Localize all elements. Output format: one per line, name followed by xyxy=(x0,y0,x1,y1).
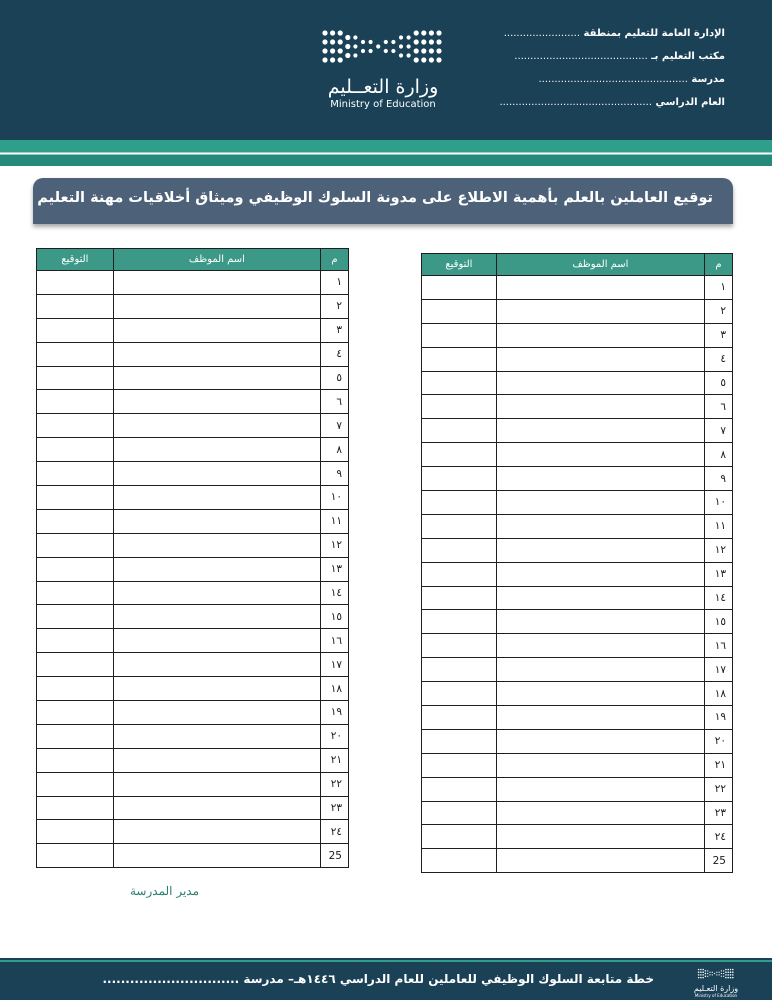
employee-name-cell[interactable] xyxy=(113,820,320,844)
row-number: ١٧ xyxy=(705,658,733,682)
employee-name-cell[interactable] xyxy=(113,318,320,342)
row-number: ١ xyxy=(705,276,733,300)
header-info xyxy=(499,22,725,114)
table-row xyxy=(37,653,349,677)
employee-name-cell[interactable] xyxy=(496,825,704,849)
table-row xyxy=(37,366,349,390)
signature-cell[interactable] xyxy=(37,557,114,581)
employee-name-cell[interactable] xyxy=(496,538,704,562)
table-row xyxy=(422,777,733,801)
row-number: ١٦ xyxy=(705,634,733,658)
employee-name-cell[interactable] xyxy=(496,849,704,873)
row-number: ١٥ xyxy=(321,605,349,629)
employee-name-cell[interactable] xyxy=(496,753,704,777)
signature-cell[interactable] xyxy=(37,342,114,366)
employee-name-cell[interactable] xyxy=(496,347,704,371)
header-stripe xyxy=(0,140,772,166)
employee-name-cell[interactable] xyxy=(113,486,320,510)
employee-name-cell[interactable] xyxy=(496,276,704,300)
row-number: ١٢ xyxy=(321,533,349,557)
table-row xyxy=(37,462,349,486)
signature-cell[interactable] xyxy=(422,395,497,419)
employee-name-cell[interactable] xyxy=(113,462,320,486)
row-number: ٩ xyxy=(705,467,733,491)
table-row xyxy=(422,276,733,300)
table-row xyxy=(422,395,733,419)
table-row xyxy=(37,318,349,342)
employee-name-cell[interactable] xyxy=(113,605,320,629)
header-line-school: مدرسة ............................................... xyxy=(538,74,725,85)
signature-cell[interactable] xyxy=(422,538,497,562)
table-row xyxy=(422,419,733,443)
row-number: ٤ xyxy=(321,342,349,366)
row-number: ٨ xyxy=(321,438,349,462)
table-row xyxy=(37,294,349,318)
employee-name-cell[interactable] xyxy=(113,581,320,605)
table-row xyxy=(37,271,349,295)
signature-cell[interactable] xyxy=(37,271,114,295)
signature-cell[interactable] xyxy=(422,849,497,873)
row-number: ١٣ xyxy=(321,557,349,581)
row-number: ٥ xyxy=(321,366,349,390)
signature-cell[interactable] xyxy=(37,414,114,438)
table-row xyxy=(37,772,349,796)
table-row xyxy=(422,849,733,873)
row-number: ٧ xyxy=(321,414,349,438)
column-header-signature: التوقيع xyxy=(37,249,114,271)
row-number: ٢٣ xyxy=(705,801,733,825)
signature-cell[interactable] xyxy=(422,682,497,706)
signature-cell[interactable] xyxy=(422,491,497,515)
table-row xyxy=(422,562,733,586)
employee-name-cell[interactable] xyxy=(496,586,704,610)
table-row xyxy=(422,323,733,347)
signature-cell[interactable] xyxy=(422,323,497,347)
signature-cell[interactable] xyxy=(422,753,497,777)
principal-label: مدير المدرسة xyxy=(130,884,200,898)
table-row xyxy=(37,605,349,629)
signature-cell[interactable] xyxy=(37,701,114,725)
employee-name-cell[interactable] xyxy=(113,701,320,725)
row-number: ٢٣ xyxy=(321,796,349,820)
table-row xyxy=(37,557,349,581)
employee-name-cell[interactable] xyxy=(496,706,704,730)
signature-cell[interactable] xyxy=(422,610,497,634)
signature-cell[interactable] xyxy=(422,634,497,658)
footer-logo-english: Ministry of Education xyxy=(694,993,738,998)
row-number: ١٩ xyxy=(705,706,733,730)
signature-cell[interactable] xyxy=(422,825,497,849)
table-row xyxy=(422,299,733,323)
ministry-logo xyxy=(318,28,448,112)
signature-cell[interactable] xyxy=(37,438,114,462)
row-number: ١١ xyxy=(705,514,733,538)
signature-cell[interactable] xyxy=(37,533,114,557)
employee-name-cell[interactable] xyxy=(113,724,320,748)
header-line-region: الإدارة العامة للتعليم بمنطقة ........................ xyxy=(503,28,725,39)
row-number: ٢٠ xyxy=(705,729,733,753)
signature-cell[interactable] xyxy=(37,390,114,414)
table-row xyxy=(422,658,733,682)
row-number: ٦ xyxy=(321,390,349,414)
row-number: ٢٠ xyxy=(321,724,349,748)
table-row xyxy=(37,342,349,366)
footer-logo-arabic: وزارة التعـليم xyxy=(693,984,739,993)
footer-accent-line xyxy=(0,960,772,962)
row-number: ١٥ xyxy=(705,610,733,634)
row-number: ٢ xyxy=(705,299,733,323)
signature-cell[interactable] xyxy=(37,748,114,772)
employee-name-cell[interactable] xyxy=(113,414,320,438)
table-row xyxy=(422,443,733,467)
employee-name-cell[interactable] xyxy=(113,438,320,462)
table-row xyxy=(422,491,733,515)
table-row xyxy=(422,706,733,730)
table-row xyxy=(422,634,733,658)
table-row xyxy=(37,629,349,653)
column-header-name: اسم الموظف xyxy=(113,249,320,271)
employee-name-cell[interactable] xyxy=(113,533,320,557)
row-number: ٩ xyxy=(321,462,349,486)
signature-cell[interactable] xyxy=(422,777,497,801)
column-header-num: م xyxy=(321,249,349,271)
employee-name-cell[interactable] xyxy=(113,509,320,533)
employee-name-cell[interactable] xyxy=(496,443,704,467)
signature-cell[interactable] xyxy=(422,514,497,538)
employee-name-cell[interactable] xyxy=(113,390,320,414)
row-number: ١٢ xyxy=(705,538,733,562)
signature-cell[interactable] xyxy=(37,677,114,701)
signature-cell[interactable] xyxy=(422,801,497,825)
table-row xyxy=(37,701,349,725)
employee-name-cell[interactable] xyxy=(496,610,704,634)
signature-cell[interactable] xyxy=(37,629,114,653)
employee-name-cell[interactable] xyxy=(496,729,704,753)
signature-table-right xyxy=(421,253,733,873)
row-number: ١٠ xyxy=(705,491,733,515)
employee-name-cell[interactable] xyxy=(113,557,320,581)
row-number: ١٠ xyxy=(321,486,349,510)
employee-name-cell[interactable] xyxy=(496,682,704,706)
table-row xyxy=(37,533,349,557)
employee-name-cell[interactable] xyxy=(496,801,704,825)
row-number: ١٨ xyxy=(705,682,733,706)
table-row xyxy=(422,538,733,562)
table-row xyxy=(422,371,733,395)
signature-cell[interactable] xyxy=(37,318,114,342)
row-number: ٥ xyxy=(705,371,733,395)
signature-cell[interactable] xyxy=(422,658,497,682)
employee-name-cell[interactable] xyxy=(496,658,704,682)
employee-name-cell[interactable] xyxy=(496,419,704,443)
signature-cell[interactable] xyxy=(37,772,114,796)
signature-cell[interactable] xyxy=(37,509,114,533)
header-line-office: مكتب التعليم بـ .......................................... xyxy=(514,51,725,62)
signature-cell[interactable] xyxy=(422,443,497,467)
table-row xyxy=(37,486,349,510)
employee-name-cell[interactable] xyxy=(113,342,320,366)
table-row xyxy=(422,682,733,706)
employee-name-cell[interactable] xyxy=(113,677,320,701)
table-header-row xyxy=(37,249,349,271)
signature-cell[interactable] xyxy=(422,276,497,300)
table-row xyxy=(422,347,733,371)
row-number: ٣ xyxy=(705,323,733,347)
table-row xyxy=(422,586,733,610)
employee-name-cell[interactable] xyxy=(496,395,704,419)
row-number: ٢٤ xyxy=(321,820,349,844)
row-number: ٦ xyxy=(705,395,733,419)
row-number: ٢ xyxy=(321,294,349,318)
row-number: ٨ xyxy=(705,443,733,467)
row-number: ١١ xyxy=(321,509,349,533)
signature-cell[interactable] xyxy=(422,419,497,443)
row-number: ٢١ xyxy=(321,748,349,772)
table-row xyxy=(37,438,349,462)
table-header-row xyxy=(422,254,733,276)
row-number: ١٣ xyxy=(705,562,733,586)
employee-name-cell[interactable] xyxy=(113,748,320,772)
table-row xyxy=(422,467,733,491)
table-row xyxy=(37,724,349,748)
row-number: ١٩ xyxy=(321,701,349,725)
employee-name-cell[interactable] xyxy=(496,467,704,491)
row-number: ١٤ xyxy=(321,581,349,605)
table-row xyxy=(37,748,349,772)
footer-logo xyxy=(688,965,744,998)
signature-cell[interactable] xyxy=(422,562,497,586)
table-row xyxy=(422,825,733,849)
row-number: ٢١ xyxy=(705,753,733,777)
title-banner xyxy=(33,178,733,224)
employee-name-cell[interactable] xyxy=(496,514,704,538)
table-row xyxy=(37,820,349,844)
signature-cell[interactable] xyxy=(37,366,114,390)
row-number: ٢٤ xyxy=(705,825,733,849)
signature-cell[interactable] xyxy=(422,729,497,753)
employee-name-cell[interactable] xyxy=(496,777,704,801)
table-row xyxy=(37,796,349,820)
signature-cell[interactable] xyxy=(37,820,114,844)
signature-cell[interactable] xyxy=(37,581,114,605)
employee-name-cell[interactable] xyxy=(496,491,704,515)
employee-name-cell[interactable] xyxy=(496,323,704,347)
employee-name-cell[interactable] xyxy=(113,629,320,653)
footer-text: خطة متابعة السلوك الوظيفي للعاملين للعام الدراسي ١٤٤٦هـ– مدرسة .............................. xyxy=(102,972,654,986)
signature-cell[interactable] xyxy=(422,371,497,395)
table-row xyxy=(422,801,733,825)
row-number: ١٤ xyxy=(705,586,733,610)
row-number: ٢٢ xyxy=(321,772,349,796)
table-row xyxy=(37,844,349,868)
row-number: ١٦ xyxy=(321,629,349,653)
footer-logo-icon xyxy=(696,968,736,980)
column-header-num: م xyxy=(705,254,733,276)
column-header-name: اسم الموظف xyxy=(496,254,704,276)
row-number: ٣ xyxy=(321,318,349,342)
table-row xyxy=(37,581,349,605)
signature-cell[interactable] xyxy=(37,796,114,820)
signature-cell[interactable] xyxy=(422,347,497,371)
row-number: ١ xyxy=(321,271,349,295)
row-number: ١٨ xyxy=(321,677,349,701)
table-row xyxy=(422,729,733,753)
table-row xyxy=(422,514,733,538)
row-number: ٧ xyxy=(705,419,733,443)
employee-name-cell[interactable] xyxy=(113,844,320,868)
row-number: ١٧ xyxy=(321,653,349,677)
table-row xyxy=(422,610,733,634)
signature-table-left xyxy=(36,248,349,868)
employee-name-cell[interactable] xyxy=(113,653,320,677)
signature-cell[interactable] xyxy=(422,299,497,323)
signature-cell[interactable] xyxy=(37,294,114,318)
row-number: ٤ xyxy=(705,347,733,371)
header-line-year: العام الدراسي ................................................ xyxy=(499,97,725,108)
signature-cell[interactable] xyxy=(37,844,114,868)
column-header-signature: التوقيع xyxy=(422,254,497,276)
signature-cell[interactable] xyxy=(37,486,114,510)
table-row xyxy=(37,390,349,414)
employee-name-cell[interactable] xyxy=(113,772,320,796)
employee-name-cell[interactable] xyxy=(496,634,704,658)
signature-cell[interactable] xyxy=(37,462,114,486)
ministry-logo-icon xyxy=(321,28,445,68)
logo-arabic-text: وزارة التعــليم xyxy=(327,76,439,98)
row-number: 25 xyxy=(705,849,733,873)
table-row xyxy=(422,753,733,777)
row-number: ٢٢ xyxy=(705,777,733,801)
signature-cell[interactable] xyxy=(37,724,114,748)
table-row xyxy=(37,414,349,438)
table-row xyxy=(37,677,349,701)
logo-english-text: Ministry of Education xyxy=(330,99,436,110)
employee-name-cell[interactable] xyxy=(113,796,320,820)
signature-cell[interactable] xyxy=(422,586,497,610)
employee-name-cell[interactable] xyxy=(496,299,704,323)
employee-name-cell[interactable] xyxy=(113,366,320,390)
employee-name-cell[interactable] xyxy=(496,371,704,395)
signature-cell[interactable] xyxy=(37,605,114,629)
page-title: توقيع العاملين بالعلم بأهمية الاطلاع على مدونة السلوك الوظيفي وميثاق أخلاقيات مهنة التعليم xyxy=(37,190,713,206)
employee-name-cell[interactable] xyxy=(113,294,320,318)
signature-cell[interactable] xyxy=(422,706,497,730)
row-number: 25 xyxy=(321,844,349,868)
signature-cell[interactable] xyxy=(37,653,114,677)
signature-cell[interactable] xyxy=(422,467,497,491)
table-row xyxy=(37,509,349,533)
employee-name-cell[interactable] xyxy=(496,562,704,586)
employee-name-cell[interactable] xyxy=(113,271,320,295)
